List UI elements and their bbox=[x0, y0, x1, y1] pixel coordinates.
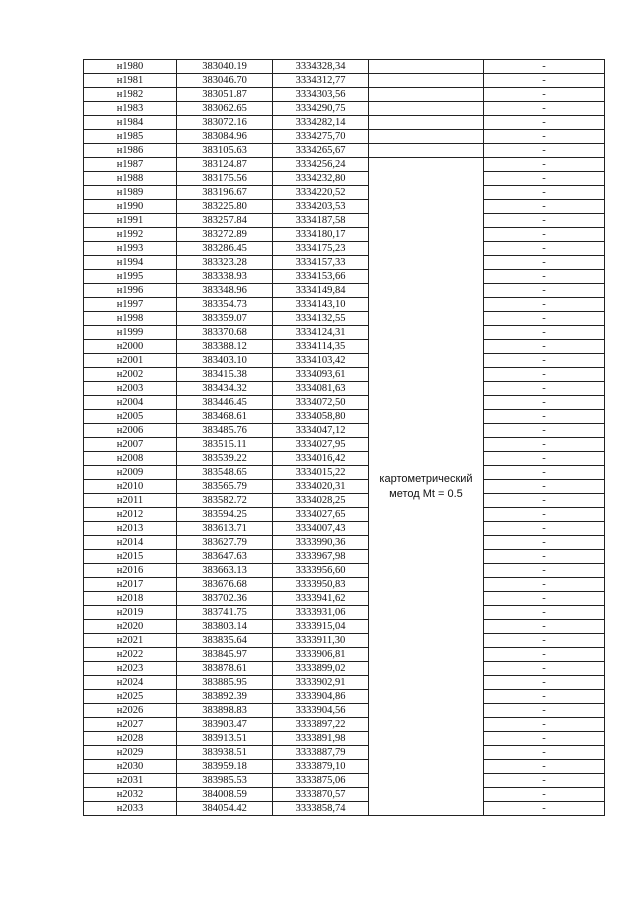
table-row bbox=[84, 200, 605, 214]
y-coordinate-cell: 3334232,80 bbox=[273, 172, 369, 186]
table-row bbox=[84, 368, 605, 382]
point-id-cell: н2004 bbox=[84, 396, 177, 410]
x-coordinate-cell: 383898.83 bbox=[177, 704, 273, 718]
x-coordinate-cell: 383539.22 bbox=[177, 452, 273, 466]
y-coordinate-cell: 3334187,58 bbox=[273, 214, 369, 228]
x-coordinate-cell: 383663.13 bbox=[177, 564, 273, 578]
table-row bbox=[84, 242, 605, 256]
accuracy-cell: - bbox=[484, 466, 605, 480]
y-coordinate-cell: 3334132,55 bbox=[273, 312, 369, 326]
accuracy-cell: - bbox=[484, 788, 605, 802]
y-coordinate-cell: 3333950,83 bbox=[273, 578, 369, 592]
point-id-cell: н2002 bbox=[84, 368, 177, 382]
x-coordinate-cell: 383046.70 bbox=[177, 74, 273, 88]
point-id-cell: н1980 bbox=[84, 60, 177, 74]
table-row bbox=[84, 74, 605, 88]
y-coordinate-cell: 3334312,77 bbox=[273, 74, 369, 88]
point-id-cell: н1999 bbox=[84, 326, 177, 340]
x-coordinate-cell: 383613.71 bbox=[177, 522, 273, 536]
point-id-cell: н2013 bbox=[84, 522, 177, 536]
point-id-cell: н1992 bbox=[84, 228, 177, 242]
point-id-cell: н1997 bbox=[84, 298, 177, 312]
accuracy-cell: - bbox=[484, 760, 605, 774]
table-row bbox=[84, 410, 605, 424]
y-coordinate-cell: 3333858,74 bbox=[273, 802, 369, 816]
accuracy-cell: - bbox=[484, 88, 605, 102]
accuracy-cell: - bbox=[484, 424, 605, 438]
table-row bbox=[84, 648, 605, 662]
table-row bbox=[84, 88, 605, 102]
y-coordinate-cell: 3333902,91 bbox=[273, 676, 369, 690]
x-coordinate-cell: 383468.61 bbox=[177, 410, 273, 424]
x-coordinate-cell: 383985.53 bbox=[177, 774, 273, 788]
x-coordinate-cell: 383175.56 bbox=[177, 172, 273, 186]
table-row bbox=[84, 130, 605, 144]
method-cell-empty bbox=[369, 130, 484, 144]
accuracy-cell: - bbox=[484, 536, 605, 550]
table-row bbox=[84, 452, 605, 466]
y-coordinate-cell: 3334180,17 bbox=[273, 228, 369, 242]
accuracy-cell: - bbox=[484, 718, 605, 732]
method-cell-empty bbox=[369, 74, 484, 88]
table-row bbox=[84, 634, 605, 648]
x-coordinate-cell: 383348.96 bbox=[177, 284, 273, 298]
table-row bbox=[84, 690, 605, 704]
y-coordinate-cell: 3334157,33 bbox=[273, 256, 369, 270]
accuracy-cell: - bbox=[484, 284, 605, 298]
x-coordinate-cell: 383676.68 bbox=[177, 578, 273, 592]
accuracy-cell: - bbox=[484, 410, 605, 424]
y-coordinate-cell: 3334103,42 bbox=[273, 354, 369, 368]
x-coordinate-cell: 383702.36 bbox=[177, 592, 273, 606]
table-row bbox=[84, 326, 605, 340]
x-coordinate-cell: 383434.32 bbox=[177, 382, 273, 396]
x-coordinate-cell: 383959.18 bbox=[177, 760, 273, 774]
x-coordinate-cell: 384054.42 bbox=[177, 802, 273, 816]
x-coordinate-cell: 383803.14 bbox=[177, 620, 273, 634]
accuracy-cell: - bbox=[484, 802, 605, 816]
x-coordinate-cell: 383515.11 bbox=[177, 438, 273, 452]
point-id-cell: н2026 bbox=[84, 704, 177, 718]
accuracy-cell: - bbox=[484, 676, 605, 690]
x-coordinate-cell: 383582.72 bbox=[177, 494, 273, 508]
point-id-cell: н2007 bbox=[84, 438, 177, 452]
y-coordinate-cell: 3334328,34 bbox=[273, 60, 369, 74]
method-accuracy: метод Mt = 0.5 bbox=[389, 487, 463, 500]
table-row bbox=[84, 760, 605, 774]
point-id-cell: н2031 bbox=[84, 774, 177, 788]
y-coordinate-cell: 3334220,52 bbox=[273, 186, 369, 200]
point-id-cell: н2012 bbox=[84, 508, 177, 522]
point-id-cell: н2008 bbox=[84, 452, 177, 466]
table-row bbox=[84, 788, 605, 802]
table-row bbox=[84, 536, 605, 550]
table-row bbox=[84, 802, 605, 816]
table-row bbox=[84, 480, 605, 494]
accuracy-cell: - bbox=[484, 326, 605, 340]
table-row bbox=[84, 116, 605, 130]
accuracy-cell: - bbox=[484, 662, 605, 676]
accuracy-cell: - bbox=[484, 312, 605, 326]
x-coordinate-cell: 383885.95 bbox=[177, 676, 273, 690]
table-row bbox=[84, 676, 605, 690]
accuracy-cell: - bbox=[484, 74, 605, 88]
table-row bbox=[84, 620, 605, 634]
table-row bbox=[84, 466, 605, 480]
point-id-cell: н2005 bbox=[84, 410, 177, 424]
x-coordinate-cell: 383892.39 bbox=[177, 690, 273, 704]
accuracy-cell: - bbox=[484, 144, 605, 158]
y-coordinate-cell: 3333887,79 bbox=[273, 746, 369, 760]
x-coordinate-cell: 383415.38 bbox=[177, 368, 273, 382]
x-coordinate-cell: 383196.67 bbox=[177, 186, 273, 200]
accuracy-cell: - bbox=[484, 270, 605, 284]
table-row bbox=[84, 270, 605, 284]
x-coordinate-cell: 383286.45 bbox=[177, 242, 273, 256]
x-coordinate-cell: 383741.75 bbox=[177, 606, 273, 620]
accuracy-cell: - bbox=[484, 354, 605, 368]
point-id-cell: н2027 bbox=[84, 718, 177, 732]
table-row bbox=[84, 340, 605, 354]
accuracy-cell: - bbox=[484, 130, 605, 144]
point-id-cell: н1988 bbox=[84, 172, 177, 186]
accuracy-cell: - bbox=[484, 382, 605, 396]
point-id-cell: н2019 bbox=[84, 606, 177, 620]
y-coordinate-cell: 3333967,98 bbox=[273, 550, 369, 564]
y-coordinate-cell: 3334175,23 bbox=[273, 242, 369, 256]
y-coordinate-cell: 3333911,30 bbox=[273, 634, 369, 648]
table-row bbox=[84, 662, 605, 676]
method-cell-empty bbox=[369, 144, 484, 158]
accuracy-cell: - bbox=[484, 508, 605, 522]
accuracy-cell: - bbox=[484, 158, 605, 172]
point-id-cell: н2011 bbox=[84, 494, 177, 508]
point-id-cell: н2003 bbox=[84, 382, 177, 396]
table-row bbox=[84, 396, 605, 410]
y-coordinate-cell: 3334058,80 bbox=[273, 410, 369, 424]
y-coordinate-cell: 3333899,02 bbox=[273, 662, 369, 676]
x-coordinate-cell: 383446.45 bbox=[177, 396, 273, 410]
x-coordinate-cell: 383323.28 bbox=[177, 256, 273, 270]
table-row bbox=[84, 718, 605, 732]
point-id-cell: н2017 bbox=[84, 578, 177, 592]
point-id-cell: н1990 bbox=[84, 200, 177, 214]
x-coordinate-cell: 383835.64 bbox=[177, 634, 273, 648]
y-coordinate-cell: 3333941,62 bbox=[273, 592, 369, 606]
point-id-cell: н1984 bbox=[84, 116, 177, 130]
accuracy-cell: - bbox=[484, 186, 605, 200]
accuracy-cell: - bbox=[484, 480, 605, 494]
table-row bbox=[84, 774, 605, 788]
table-row bbox=[84, 214, 605, 228]
x-coordinate-cell: 383548.65 bbox=[177, 466, 273, 480]
x-coordinate-cell: 383225.80 bbox=[177, 200, 273, 214]
accuracy-cell: - bbox=[484, 522, 605, 536]
point-id-cell: н1995 bbox=[84, 270, 177, 284]
x-coordinate-cell: 383647.63 bbox=[177, 550, 273, 564]
accuracy-cell: - bbox=[484, 438, 605, 452]
accuracy-cell: - bbox=[484, 368, 605, 382]
point-id-cell: н1989 bbox=[84, 186, 177, 200]
accuracy-cell: - bbox=[484, 578, 605, 592]
point-id-cell: н2006 bbox=[84, 424, 177, 438]
table-row bbox=[84, 424, 605, 438]
point-id-cell: н1986 bbox=[84, 144, 177, 158]
x-coordinate-cell: 383370.68 bbox=[177, 326, 273, 340]
x-coordinate-cell: 383565.79 bbox=[177, 480, 273, 494]
point-id-cell: н2028 bbox=[84, 732, 177, 746]
x-coordinate-cell: 383062.65 bbox=[177, 102, 273, 116]
method-cell-empty bbox=[369, 102, 484, 116]
accuracy-cell: - bbox=[484, 606, 605, 620]
x-coordinate-cell: 383051.87 bbox=[177, 88, 273, 102]
table-row bbox=[84, 508, 605, 522]
table-row bbox=[84, 312, 605, 326]
table-row bbox=[84, 256, 605, 270]
x-coordinate-cell: 383594.25 bbox=[177, 508, 273, 522]
point-id-cell: н1985 bbox=[84, 130, 177, 144]
x-coordinate-cell: 384008.59 bbox=[177, 788, 273, 802]
accuracy-cell: - bbox=[484, 200, 605, 214]
method-name: картометрический bbox=[379, 472, 473, 485]
x-coordinate-cell: 383845.97 bbox=[177, 648, 273, 662]
point-id-cell: н1998 bbox=[84, 312, 177, 326]
accuracy-cell: - bbox=[484, 172, 605, 186]
method-cell bbox=[369, 158, 484, 816]
point-id-cell: н1983 bbox=[84, 102, 177, 116]
table-row bbox=[84, 592, 605, 606]
table-row bbox=[84, 186, 605, 200]
y-coordinate-cell: 3334015,22 bbox=[273, 466, 369, 480]
point-id-cell: н2025 bbox=[84, 690, 177, 704]
point-id-cell: н1991 bbox=[84, 214, 177, 228]
y-coordinate-cell: 3334275,70 bbox=[273, 130, 369, 144]
x-coordinate-cell: 383072.16 bbox=[177, 116, 273, 130]
y-coordinate-cell: 3334149,84 bbox=[273, 284, 369, 298]
method-cell-empty bbox=[369, 88, 484, 102]
accuracy-cell: - bbox=[484, 732, 605, 746]
x-coordinate-cell: 383485.76 bbox=[177, 424, 273, 438]
accuracy-cell: - bbox=[484, 550, 605, 564]
table-row bbox=[84, 550, 605, 564]
table-row bbox=[84, 704, 605, 718]
point-id-cell: н2014 bbox=[84, 536, 177, 550]
x-coordinate-cell: 383272.89 bbox=[177, 228, 273, 242]
y-coordinate-cell: 3334093,61 bbox=[273, 368, 369, 382]
accuracy-cell: - bbox=[484, 452, 605, 466]
accuracy-cell: - bbox=[484, 746, 605, 760]
table-row bbox=[84, 438, 605, 452]
point-id-cell: н2000 bbox=[84, 340, 177, 354]
table-row bbox=[84, 606, 605, 620]
accuracy-cell: - bbox=[484, 396, 605, 410]
point-id-cell: н2029 bbox=[84, 746, 177, 760]
x-coordinate-cell: 383105.63 bbox=[177, 144, 273, 158]
accuracy-cell: - bbox=[484, 774, 605, 788]
y-coordinate-cell: 3334265,67 bbox=[273, 144, 369, 158]
x-coordinate-cell: 383338.93 bbox=[177, 270, 273, 284]
x-coordinate-cell: 383938.51 bbox=[177, 746, 273, 760]
x-coordinate-cell: 383359.07 bbox=[177, 312, 273, 326]
coordinates-table bbox=[83, 59, 605, 816]
point-id-cell: н1994 bbox=[84, 256, 177, 270]
accuracy-cell: - bbox=[484, 620, 605, 634]
y-coordinate-cell: 3334007,43 bbox=[273, 522, 369, 536]
accuracy-cell: - bbox=[484, 704, 605, 718]
x-coordinate-cell: 383124.87 bbox=[177, 158, 273, 172]
y-coordinate-cell: 3334027,65 bbox=[273, 508, 369, 522]
x-coordinate-cell: 383388.12 bbox=[177, 340, 273, 354]
y-coordinate-cell: 3334303,56 bbox=[273, 88, 369, 102]
point-id-cell: н2020 bbox=[84, 620, 177, 634]
y-coordinate-cell: 3334027,95 bbox=[273, 438, 369, 452]
point-id-cell: н2015 bbox=[84, 550, 177, 564]
y-coordinate-cell: 3334114,35 bbox=[273, 340, 369, 354]
table-row bbox=[84, 732, 605, 746]
y-coordinate-cell: 3334203,53 bbox=[273, 200, 369, 214]
point-id-cell: н2030 bbox=[84, 760, 177, 774]
point-id-cell: н2021 bbox=[84, 634, 177, 648]
accuracy-cell: - bbox=[484, 690, 605, 704]
table-row bbox=[84, 172, 605, 186]
y-coordinate-cell: 3333915,04 bbox=[273, 620, 369, 634]
y-coordinate-cell: 3333875,06 bbox=[273, 774, 369, 788]
x-coordinate-cell: 383084.96 bbox=[177, 130, 273, 144]
y-coordinate-cell: 3334072,50 bbox=[273, 396, 369, 410]
table-row bbox=[84, 298, 605, 312]
x-coordinate-cell: 383627.79 bbox=[177, 536, 273, 550]
table-row bbox=[84, 354, 605, 368]
x-coordinate-cell: 383913.51 bbox=[177, 732, 273, 746]
point-id-cell: н1993 bbox=[84, 242, 177, 256]
y-coordinate-cell: 3334256,24 bbox=[273, 158, 369, 172]
y-coordinate-cell: 3333931,06 bbox=[273, 606, 369, 620]
y-coordinate-cell: 3334028,25 bbox=[273, 494, 369, 508]
y-coordinate-cell: 3333956,60 bbox=[273, 564, 369, 578]
y-coordinate-cell: 3333990,36 bbox=[273, 536, 369, 550]
point-id-cell: н2018 bbox=[84, 592, 177, 606]
table-row bbox=[84, 746, 605, 760]
table-row bbox=[84, 284, 605, 298]
table-row bbox=[84, 144, 605, 158]
table-row bbox=[84, 494, 605, 508]
y-coordinate-cell: 3333891,98 bbox=[273, 732, 369, 746]
table-row bbox=[84, 382, 605, 396]
table-row bbox=[84, 60, 605, 74]
point-id-cell: н2023 bbox=[84, 662, 177, 676]
y-coordinate-cell: 3334047,12 bbox=[273, 424, 369, 438]
accuracy-cell: - bbox=[484, 494, 605, 508]
y-coordinate-cell: 3334290,75 bbox=[273, 102, 369, 116]
accuracy-cell: - bbox=[484, 298, 605, 312]
x-coordinate-cell: 383257.84 bbox=[177, 214, 273, 228]
y-coordinate-cell: 3333879,10 bbox=[273, 760, 369, 774]
x-coordinate-cell: 383403.10 bbox=[177, 354, 273, 368]
y-coordinate-cell: 3334081,63 bbox=[273, 382, 369, 396]
y-coordinate-cell: 3334143,10 bbox=[273, 298, 369, 312]
y-coordinate-cell: 3333906,81 bbox=[273, 648, 369, 662]
accuracy-cell: - bbox=[484, 592, 605, 606]
point-id-cell: н2001 bbox=[84, 354, 177, 368]
point-id-cell: н1982 bbox=[84, 88, 177, 102]
coordinates-table-body bbox=[84, 60, 605, 816]
accuracy-cell: - bbox=[484, 116, 605, 130]
y-coordinate-cell: 3333904,56 bbox=[273, 704, 369, 718]
accuracy-cell: - bbox=[484, 242, 605, 256]
accuracy-cell: - bbox=[484, 228, 605, 242]
x-coordinate-cell: 383354.73 bbox=[177, 298, 273, 312]
y-coordinate-cell: 3333870,57 bbox=[273, 788, 369, 802]
accuracy-cell: - bbox=[484, 256, 605, 270]
y-coordinate-cell: 3334020,31 bbox=[273, 480, 369, 494]
table-row bbox=[84, 102, 605, 116]
table-row bbox=[84, 564, 605, 578]
accuracy-cell: - bbox=[484, 564, 605, 578]
y-coordinate-cell: 3334282,14 bbox=[273, 116, 369, 130]
accuracy-cell: - bbox=[484, 60, 605, 74]
y-coordinate-cell: 3333897,22 bbox=[273, 718, 369, 732]
table-row bbox=[84, 578, 605, 592]
point-id-cell: н2010 bbox=[84, 480, 177, 494]
x-coordinate-cell: 383903.47 bbox=[177, 718, 273, 732]
accuracy-cell: - bbox=[484, 634, 605, 648]
method-cell-empty bbox=[369, 60, 484, 74]
y-coordinate-cell: 3334016,42 bbox=[273, 452, 369, 466]
point-id-cell: н2022 bbox=[84, 648, 177, 662]
accuracy-cell: - bbox=[484, 340, 605, 354]
point-id-cell: н2032 bbox=[84, 788, 177, 802]
accuracy-cell: - bbox=[484, 102, 605, 116]
point-id-cell: н1996 bbox=[84, 284, 177, 298]
accuracy-cell: - bbox=[484, 648, 605, 662]
point-id-cell: н2016 bbox=[84, 564, 177, 578]
x-coordinate-cell: 383040.19 bbox=[177, 60, 273, 74]
point-id-cell: н2024 bbox=[84, 676, 177, 690]
point-id-cell: н1981 bbox=[84, 74, 177, 88]
y-coordinate-cell: 3334124,31 bbox=[273, 326, 369, 340]
x-coordinate-cell: 383878.61 bbox=[177, 662, 273, 676]
table-row bbox=[84, 228, 605, 242]
point-id-cell: н1987 bbox=[84, 158, 177, 172]
point-id-cell: н2009 bbox=[84, 466, 177, 480]
accuracy-cell: - bbox=[484, 214, 605, 228]
point-id-cell: н2033 bbox=[84, 802, 177, 816]
table-row bbox=[84, 158, 605, 172]
table-row bbox=[84, 522, 605, 536]
y-coordinate-cell: 3334153,66 bbox=[273, 270, 369, 284]
method-cell-empty bbox=[369, 116, 484, 130]
y-coordinate-cell: 3333904,86 bbox=[273, 690, 369, 704]
